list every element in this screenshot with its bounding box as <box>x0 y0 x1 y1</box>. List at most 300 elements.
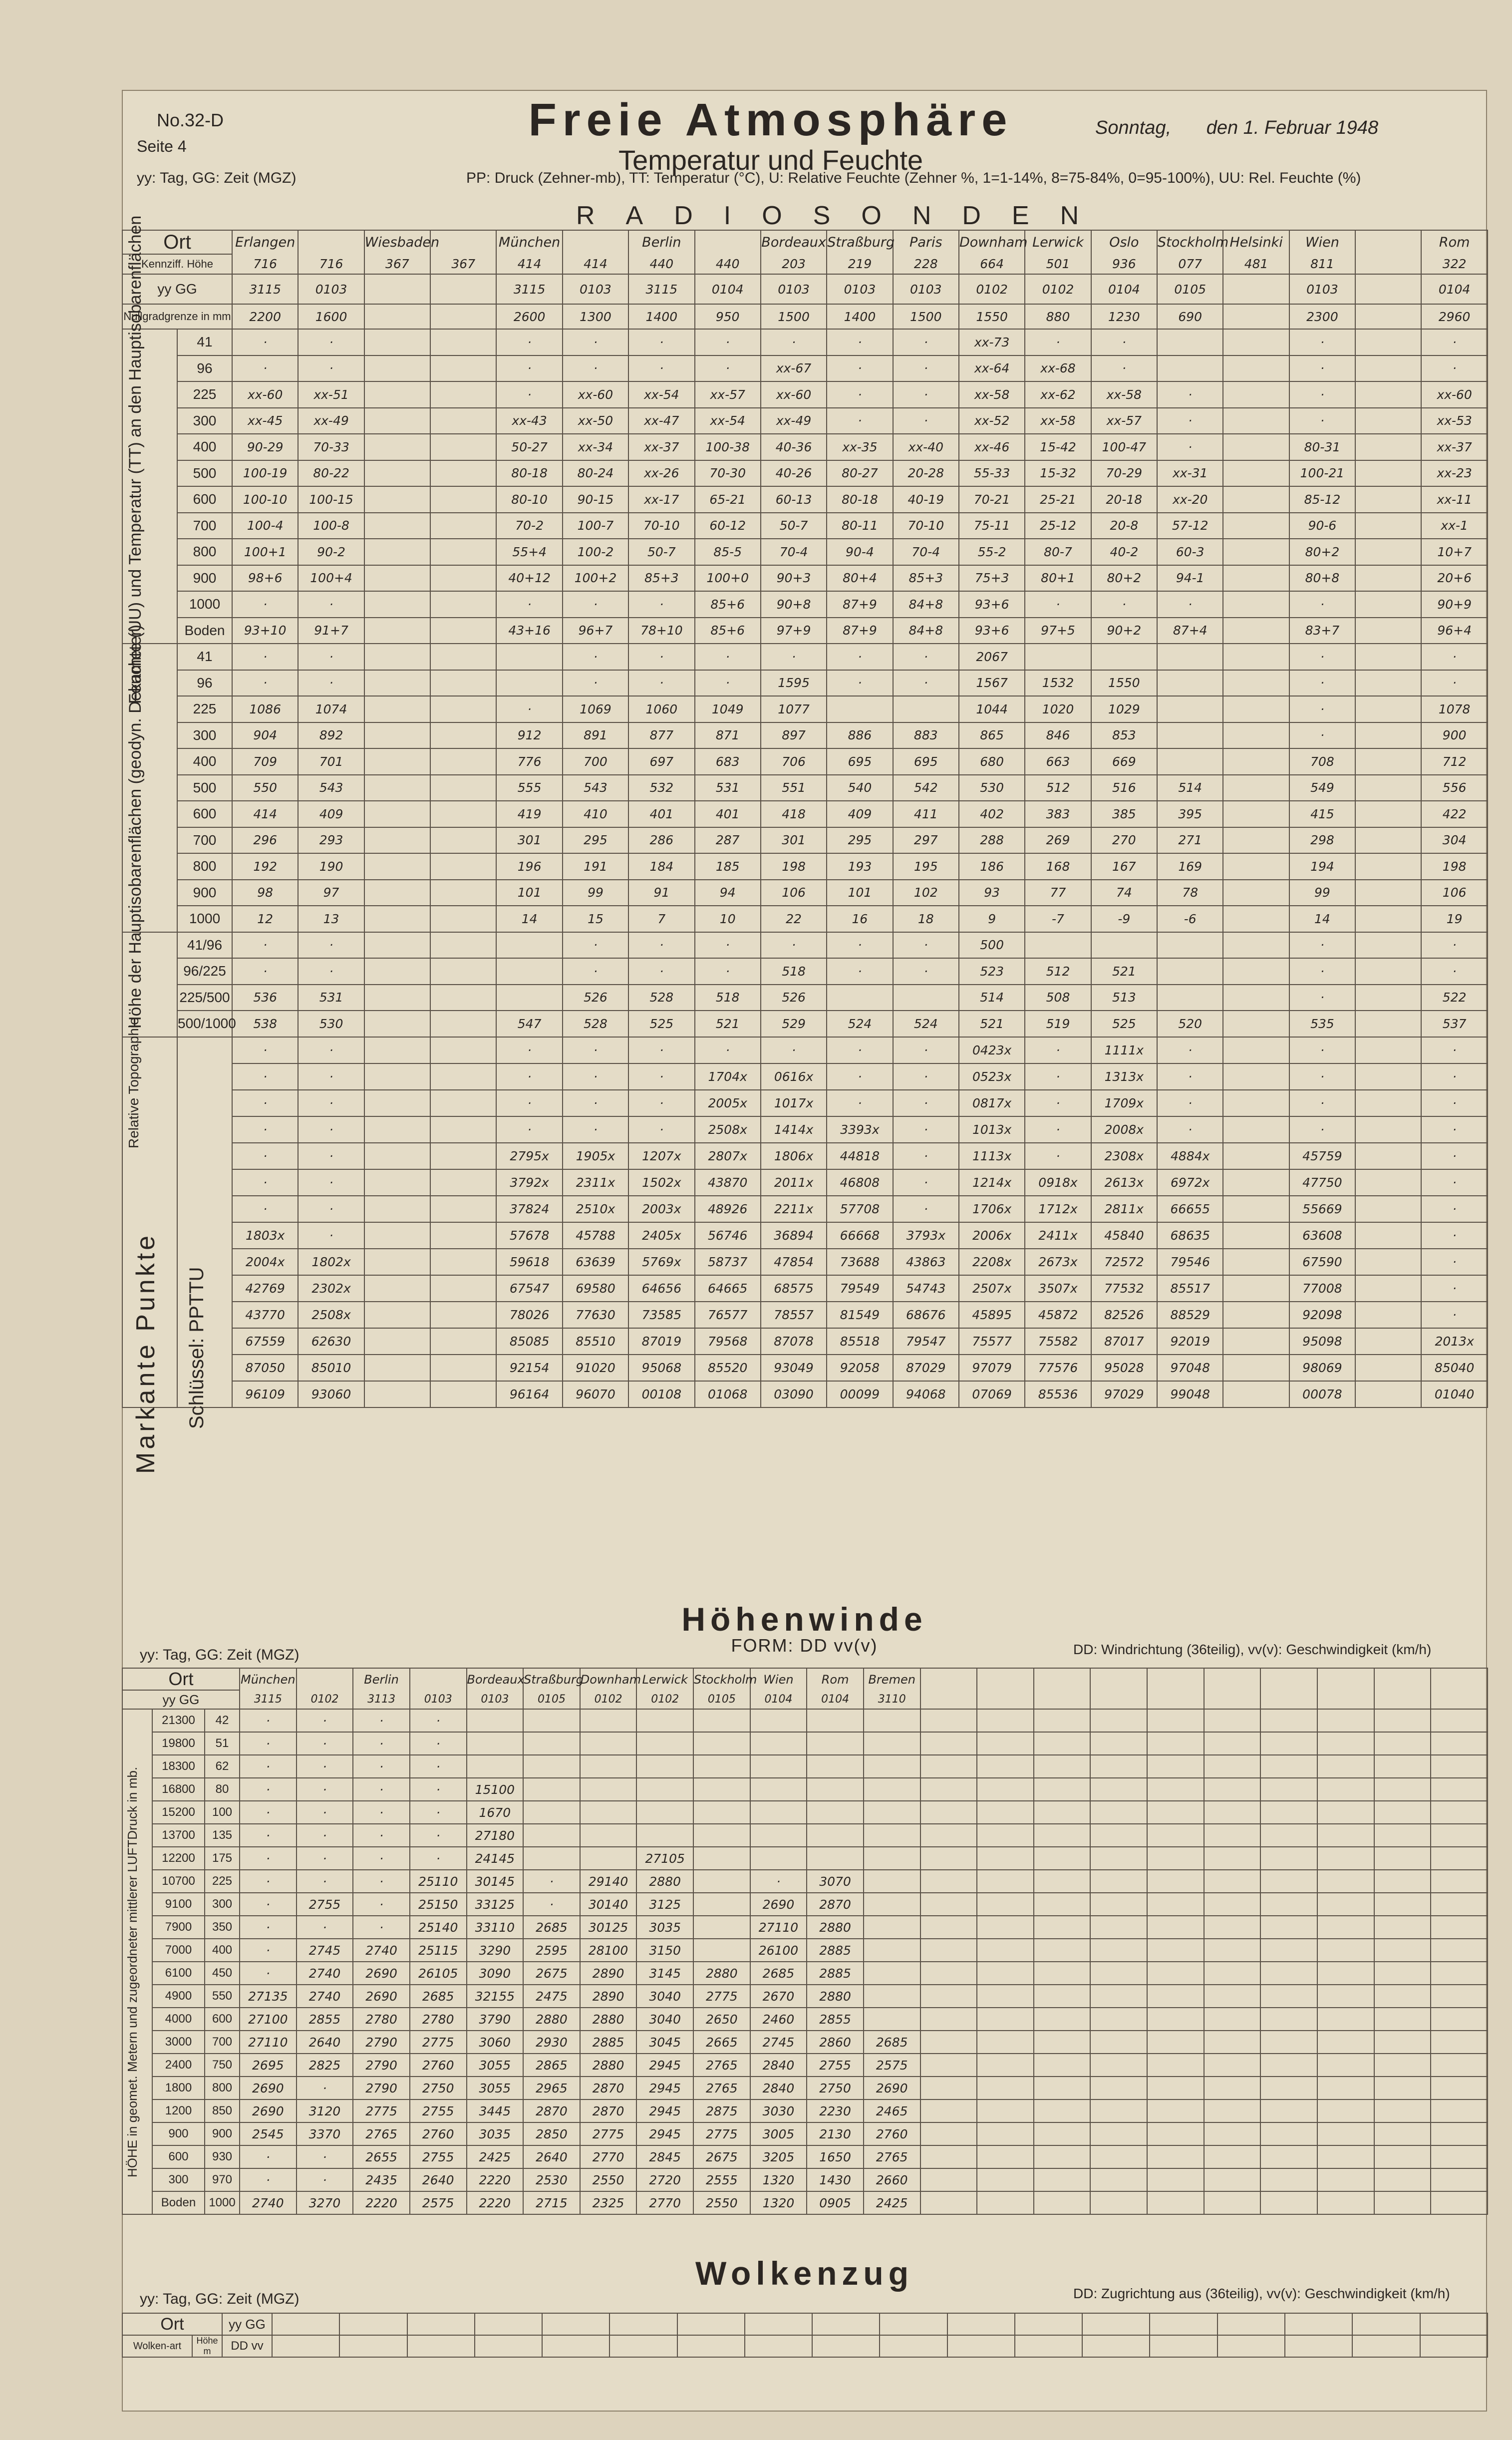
markante-value <box>1223 1196 1289 1222</box>
markante-value: 85536 <box>1025 1381 1091 1407</box>
feuchte-value: xx-43 <box>496 408 562 434</box>
feuchte-value: 100+1 <box>232 539 298 565</box>
empty-cell <box>920 1755 977 1778</box>
wind-value: 2880 <box>580 2008 637 2031</box>
wind-yygg: 0102 <box>297 1690 353 1709</box>
hoehe-value: 295 <box>827 827 893 854</box>
hoehe-value: -6 <box>1157 906 1223 932</box>
hoehe-value: 102 <box>893 880 959 906</box>
markante-value: · <box>1157 1090 1223 1116</box>
hoehe-value: · <box>563 670 628 697</box>
markante-value: 2006x <box>959 1222 1025 1249</box>
hoehe-value: · <box>1289 722 1355 749</box>
hoehe-value: 395 <box>1157 801 1223 827</box>
date: 1. Februar <box>1243 117 1331 138</box>
feuchte-value: 80-18 <box>827 486 893 513</box>
hoehe-row <box>122 670 1488 697</box>
wind-value <box>523 1824 580 1847</box>
wind-value <box>580 1847 637 1870</box>
topographie-value <box>364 932 430 959</box>
wind-value: 2890 <box>580 1985 637 2008</box>
wind-value: 2775 <box>580 2122 637 2145</box>
hoehe-value: 414 <box>232 801 298 827</box>
feuchte-value: 80-10 <box>496 486 562 513</box>
feuchte-value: · <box>298 355 364 382</box>
markante-value: 2613x <box>1091 1169 1157 1196</box>
feuchte-row <box>122 513 1488 539</box>
feuchte-value <box>1223 381 1289 408</box>
wind-value <box>750 1847 807 1870</box>
hoehe-value: 271 <box>1157 827 1223 854</box>
feuchte-value: 100-10 <box>232 486 298 513</box>
markante-value: 07069 <box>959 1381 1025 1407</box>
topographie-value: 518 <box>761 958 827 985</box>
markante-value: 0616x <box>761 1063 827 1090</box>
markante-value <box>1355 1063 1421 1090</box>
empty-cell <box>1352 2313 1420 2335</box>
wind-value: 2780 <box>410 2008 467 2031</box>
label-ort: Ort <box>122 1668 240 1690</box>
empty-cell <box>1431 1939 1488 1962</box>
feuchte-value: · <box>563 591 628 618</box>
wind-value: 1320 <box>750 2191 807 2214</box>
topographie-value: 526 <box>761 985 827 1011</box>
wind-value <box>750 1778 807 1801</box>
feuchte-value: · <box>496 355 562 382</box>
wind-value: 2765 <box>353 2122 410 2145</box>
empty-cell <box>1147 1893 1204 1916</box>
label-yygg: yy GG <box>222 2313 272 2335</box>
topographie-value: · <box>761 932 827 959</box>
nullgrad-cell: 880 <box>1025 304 1091 329</box>
feuchte-value: 80-27 <box>827 460 893 487</box>
markante-value: 66655 <box>1157 1196 1223 1222</box>
wind-value: · <box>240 1962 297 1985</box>
hoehe-value: 530 <box>959 775 1025 801</box>
wind-value: 2650 <box>693 2008 750 2031</box>
markante-value <box>1355 1355 1421 1381</box>
feuchte-value: 15-42 <box>1025 434 1091 460</box>
feuchte-value: xx-34 <box>563 434 628 460</box>
topographie-value: 524 <box>893 1011 959 1037</box>
hoehe-value: 912 <box>496 722 562 749</box>
wind-value: 2855 <box>297 2008 353 2031</box>
markante-row <box>122 1116 1488 1143</box>
feuchte-value: xx-49 <box>298 408 364 434</box>
feuchte-value: 20+6 <box>1421 565 1487 592</box>
wind-value: · <box>240 2145 297 2168</box>
station-name <box>430 230 496 254</box>
markante-side-label: Markante Punkte <box>131 1232 160 1474</box>
label-kennziffer: Kennziff. Höhe <box>122 254 232 274</box>
feuchte-value: xx-62 <box>1025 381 1091 408</box>
topographie-value: · <box>298 958 364 985</box>
empty-cell <box>1317 1709 1374 1732</box>
hoehe-value: 19 <box>1421 906 1487 932</box>
empty-cell <box>1317 2054 1374 2077</box>
wind-value <box>636 1709 693 1732</box>
empty-cell <box>1431 2008 1488 2031</box>
topographie-value: · <box>893 958 959 985</box>
empty-cell <box>1431 2122 1488 2145</box>
feuchte-value: 100-8 <box>298 513 364 539</box>
wolkenzug-time-key: yy: Tag, GG: Zeit (MGZ) <box>140 2291 300 2307</box>
hoehe-value <box>827 696 893 722</box>
hoehe-value: 99 <box>563 880 628 906</box>
empty-cell <box>1260 1916 1317 1939</box>
empty-cell <box>1431 1847 1488 1870</box>
nullgrad-cell: 1500 <box>893 304 959 329</box>
empty-cell <box>1204 2122 1261 2145</box>
markante-value: · <box>695 1037 761 1063</box>
topo-level-label: 225/500 <box>177 985 232 1011</box>
feuchte-value <box>430 460 496 487</box>
hoehe-row <box>122 696 1488 722</box>
yygg-row <box>122 274 1488 304</box>
hoehe-value <box>1025 644 1091 670</box>
markante-value: · <box>1025 1037 1091 1063</box>
empty-cell <box>1090 1755 1147 1778</box>
empty-cell <box>1260 1962 1317 1985</box>
wind-value: 2965 <box>523 2077 580 2099</box>
empty-cell <box>1090 1916 1147 1939</box>
hoehe-value: 15 <box>563 906 628 932</box>
hoehe-value: 695 <box>827 748 893 775</box>
empty-cell <box>1147 1755 1204 1778</box>
markante-value: 43770 <box>232 1302 298 1328</box>
wolkenzug-title: Wolkenzug <box>695 2255 914 2292</box>
markante-value: 73688 <box>827 1249 893 1275</box>
feuchte-value: · <box>298 591 364 618</box>
feuchte-value <box>430 618 496 644</box>
hoehe-value: 106 <box>1421 880 1487 906</box>
empty-cell <box>1317 2008 1374 2031</box>
wind-value: 2755 <box>410 2099 467 2122</box>
markante-value: 2308x <box>1091 1143 1157 1169</box>
wind-value: 2760 <box>410 2054 467 2077</box>
feuchte-value: · <box>1289 591 1355 618</box>
height-label: 6100 <box>152 1962 205 1985</box>
markante-value: 2008x <box>1091 1116 1157 1143</box>
hoehe-value: 680 <box>959 748 1025 775</box>
empty-cell <box>920 2077 977 2099</box>
empty-cell <box>1260 2077 1317 2099</box>
topographie-value <box>1223 958 1289 985</box>
wind-value: 2745 <box>297 1939 353 1962</box>
wind-value: · <box>297 1732 353 1755</box>
markante-value: 1313x <box>1091 1063 1157 1090</box>
feuchte-value: 80+2 <box>1091 565 1157 592</box>
markante-value: 1905x <box>563 1143 628 1169</box>
wind-row <box>122 1824 1488 1847</box>
hoehe-value <box>1157 722 1223 749</box>
yygg-cell: 0103 <box>827 274 893 304</box>
empty-cell <box>920 1847 977 1870</box>
wind-value <box>864 1732 920 1755</box>
markante-value: 85085 <box>496 1328 562 1355</box>
hoehe-value: 543 <box>563 775 628 801</box>
markante-value: 87050 <box>232 1355 298 1381</box>
markante-value: 3793x <box>893 1222 959 1249</box>
nullgrad-cell: 1400 <box>628 304 694 329</box>
topographie-value <box>893 985 959 1011</box>
topographie-value: · <box>628 958 694 985</box>
markante-value <box>430 1222 496 1249</box>
feuchte-value <box>364 329 430 355</box>
feuchte-value: 93+10 <box>232 618 298 644</box>
wind-value: 30125 <box>580 1916 637 1939</box>
wind-station-name <box>410 1668 467 1690</box>
hoehe-value: 900 <box>1421 722 1487 749</box>
wind-row <box>122 2122 1488 2145</box>
topographie-value: · <box>695 958 761 985</box>
topographie-value <box>496 958 562 985</box>
empty-cell <box>1260 2031 1317 2054</box>
wind-value: 3145 <box>636 1962 693 1985</box>
markante-value: · <box>1421 1143 1487 1169</box>
nullgrad-cell: 1230 <box>1091 304 1157 329</box>
markante-value: · <box>893 1037 959 1063</box>
markante-value: 98069 <box>1289 1355 1355 1381</box>
empty-cell <box>920 1778 977 1801</box>
markante-value <box>364 1222 430 1249</box>
hoehe-row <box>122 906 1488 932</box>
hoehe-value: -9 <box>1091 906 1157 932</box>
wind-value: · <box>240 1824 297 1847</box>
wind-value <box>580 1732 637 1755</box>
empty-cell <box>1431 2054 1488 2077</box>
empty-cell <box>1317 1870 1374 1893</box>
empty-cell <box>272 2313 339 2335</box>
hoehe-value: 1550 <box>1091 670 1157 697</box>
empty-cell <box>407 2313 475 2335</box>
height-label: 900 <box>152 2122 205 2145</box>
label-ddvv: DD vv <box>222 2335 272 2357</box>
hoehe-value: 288 <box>959 827 1025 854</box>
wind-value: 2865 <box>523 2054 580 2077</box>
markante-value: · <box>1421 1116 1487 1143</box>
markante-value: 2807x <box>695 1143 761 1169</box>
empty-cell <box>1431 1824 1488 1847</box>
wind-value: 2690 <box>353 1962 410 1985</box>
empty-cell <box>1217 2313 1285 2335</box>
empty-cell <box>1374 1985 1431 2008</box>
markante-value <box>1223 1116 1289 1143</box>
feuchte-value: 90+8 <box>761 591 827 618</box>
wind-value <box>807 1755 864 1778</box>
feuchte-value: 80-11 <box>827 513 893 539</box>
empty-cell <box>677 2313 745 2335</box>
wind-value: 2840 <box>750 2054 807 2077</box>
nullgrad-cell: 1300 <box>563 304 628 329</box>
empty-cell <box>1204 2099 1261 2122</box>
topographie-value <box>1355 932 1421 959</box>
pressure-label: 62 <box>205 1755 240 1778</box>
markante-value: 88529 <box>1157 1302 1223 1328</box>
feuchte-value: 55+4 <box>496 539 562 565</box>
hoehe-value <box>1223 906 1289 932</box>
station-name: Wiesbaden <box>364 230 430 254</box>
wind-value: 33110 <box>467 1916 524 1939</box>
markante-value: 1803x <box>232 1222 298 1249</box>
hoehe-value: 904 <box>232 722 298 749</box>
empty-cell <box>1090 2122 1147 2145</box>
markante-value <box>430 1328 496 1355</box>
markante-value: 77576 <box>1025 1355 1091 1381</box>
hoehe-value: 514 <box>1157 775 1223 801</box>
empty-cell <box>977 1870 1034 1893</box>
empty-cell <box>1147 2077 1204 2099</box>
empty-cell <box>1431 2099 1488 2122</box>
wind-value: 3040 <box>636 1985 693 2008</box>
markante-value: 59618 <box>496 1249 562 1275</box>
empty-cell <box>1090 1939 1147 1962</box>
height-label: 13700 <box>152 1824 205 1847</box>
empty-cell <box>977 1668 1034 1690</box>
yygg-cell: 0104 <box>1091 274 1157 304</box>
feuchte-value: 65-21 <box>695 486 761 513</box>
feuchte-row <box>122 381 1488 408</box>
empty-cell <box>1317 1916 1374 1939</box>
wind-station-name: Straßburg <box>523 1668 580 1690</box>
topographie-value: 521 <box>959 1011 1025 1037</box>
wind-value: 26105 <box>410 1962 467 1985</box>
wind-value <box>693 1778 750 1801</box>
feuchte-value <box>364 513 430 539</box>
hoehe-value <box>1355 670 1421 697</box>
feuchte-row <box>122 355 1488 382</box>
feuchte-value: · <box>1091 329 1157 355</box>
wind-value: · <box>750 1870 807 1893</box>
pressure-level-label: 400 <box>177 434 232 460</box>
station-name: Bordeaux <box>761 230 827 254</box>
hoehe-value: 891 <box>563 722 628 749</box>
wind-value: 2595 <box>523 1939 580 1962</box>
topographie-side-label: Relative Topographie <box>126 1017 141 1148</box>
empty-cell <box>1431 1755 1488 1778</box>
markante-value <box>430 1037 496 1063</box>
height-label: Boden <box>152 2191 205 2214</box>
markante-value: 79546 <box>1157 1249 1223 1275</box>
empty-cell <box>1260 2054 1317 2077</box>
empty-cell <box>1317 2077 1374 2099</box>
pressure-label: 1000 <box>205 2191 240 2214</box>
hoehe-value: 13 <box>298 906 364 932</box>
pressure-level-label: 600 <box>177 801 232 827</box>
markante-value: · <box>893 1063 959 1090</box>
hoehe-value: · <box>695 670 761 697</box>
hoehe-value: · <box>893 644 959 670</box>
hoehe-value: 409 <box>827 801 893 827</box>
wind-value: 0905 <box>807 2191 864 2214</box>
height-label: 600 <box>152 2145 205 2168</box>
hoehe-value: 700 <box>563 748 628 775</box>
markante-value <box>1355 1090 1421 1116</box>
topographie-value: · <box>232 958 298 985</box>
wind-value: · <box>523 1893 580 1916</box>
markante-value: 96109 <box>232 1381 298 1407</box>
station-code: 367 <box>430 254 496 274</box>
wind-value: 2755 <box>807 2054 864 2077</box>
hoehe-value: · <box>232 670 298 697</box>
hoehe-value: 410 <box>563 801 628 827</box>
hoehe-value: 94 <box>695 880 761 906</box>
station-code: 716 <box>232 254 298 274</box>
hoehe-value: 12 <box>232 906 298 932</box>
markante-value: · <box>1421 1249 1487 1275</box>
feuchte-value: 90+3 <box>761 565 827 592</box>
empty-cell <box>1204 2145 1261 2168</box>
wind-row <box>122 1962 1488 1985</box>
hoehe-value <box>364 775 430 801</box>
markante-value: 1712x <box>1025 1196 1091 1222</box>
feuchte-value <box>1355 329 1421 355</box>
empty-cell <box>1317 2122 1374 2145</box>
empty-cell <box>920 2168 977 2191</box>
station-code: 219 <box>827 254 893 274</box>
markante-value: 63608 <box>1289 1222 1355 1249</box>
feuchte-value: 100+2 <box>563 565 628 592</box>
wind-row <box>122 1778 1488 1801</box>
empty-cell <box>920 2054 977 2077</box>
feuchte-value: 50-7 <box>761 513 827 539</box>
wind-row <box>122 1939 1488 1962</box>
hoehe-value <box>1223 827 1289 854</box>
markante-value: · <box>1289 1037 1355 1063</box>
topographie-value <box>364 958 430 985</box>
empty-cell <box>977 2145 1034 2168</box>
topographie-value: 512 <box>1025 958 1091 985</box>
wind-value: 2655 <box>353 2145 410 2168</box>
hoehe-value: · <box>695 644 761 670</box>
feuchte-value: 91+7 <box>298 618 364 644</box>
empty-cell <box>1317 2168 1374 2191</box>
hoehe-value <box>364 853 430 880</box>
wind-value: · <box>410 1824 467 1847</box>
wind-value <box>807 1847 864 1870</box>
feuchte-value: 93+6 <box>959 618 1025 644</box>
topographie-value: · <box>232 932 298 959</box>
markante-value <box>1355 1037 1421 1063</box>
feuchte-value: 50-27 <box>496 434 562 460</box>
wind-value: · <box>240 1939 297 1962</box>
hoehe-value: 74 <box>1091 880 1157 906</box>
wind-value <box>467 1732 524 1755</box>
markante-value <box>364 1381 430 1407</box>
markante-value: 96164 <box>496 1381 562 1407</box>
height-label: 9100 <box>152 1893 205 1916</box>
feuchte-value: · <box>496 329 562 355</box>
empty-cell <box>1374 1962 1431 1985</box>
empty-cell <box>1260 2191 1317 2214</box>
topographie-row <box>122 985 1488 1011</box>
hoehe-value <box>1223 775 1289 801</box>
topographie-value: 529 <box>761 1011 827 1037</box>
hoehe-value: 297 <box>893 827 959 854</box>
feuchte-value: 50-7 <box>628 539 694 565</box>
markante-value: 37824 <box>496 1196 562 1222</box>
wind-value <box>750 1732 807 1755</box>
markante-value: 67590 <box>1289 1249 1355 1275</box>
feuchte-value: xx-31 <box>1157 460 1223 487</box>
label-ort: Ort <box>122 230 232 254</box>
empty-cell <box>1317 1893 1374 1916</box>
empty-cell <box>1090 1668 1147 1690</box>
hoehe-value: 695 <box>893 748 959 775</box>
wind-row <box>122 2168 1488 2191</box>
feuchte-value: 100+0 <box>695 565 761 592</box>
markante-value: 00078 <box>1289 1381 1355 1407</box>
